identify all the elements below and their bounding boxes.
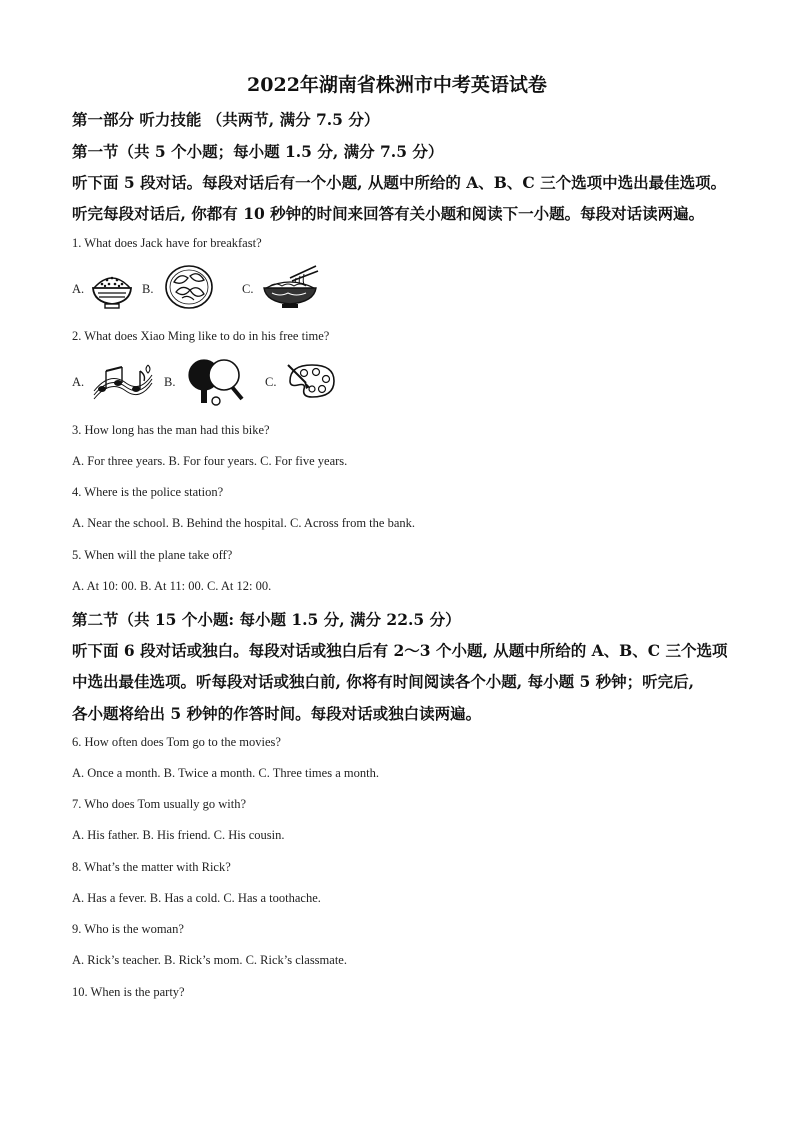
question-6-options: A. Once a month. B. Twice a month. C. Three times a month. bbox=[72, 766, 379, 780]
question-7-options: A. His father. B. His friend. C. His cousin. bbox=[72, 828, 285, 842]
part1-heading: 第一部分 听力技能 （共两节, 满分 7.5 分） bbox=[72, 110, 380, 129]
section1-instruction-line: 听下面 5 段对话。每段对话后有一个小题, 从题中所给的 A、B、C 三个选项中选出最佳选项。 bbox=[72, 173, 727, 192]
rice-bowl-icon bbox=[90, 270, 134, 310]
dumplings-plate-icon bbox=[164, 264, 214, 310]
question-9-options: A. Rick’s teacher. B. Rick’s mom. C. Rick’s classmate. bbox=[72, 953, 347, 967]
section2-instruction-line: 各小题将给出 5 秒钟的作答时间。每段对话或独白读两遍。 bbox=[72, 704, 482, 723]
question-2: 2. What does Xiao Ming like to do in his free time? bbox=[72, 329, 330, 343]
question-1: 1. What does Jack have for breakfast? bbox=[72, 236, 262, 250]
option-c-label: C. bbox=[265, 375, 277, 389]
option-c-label: C. bbox=[242, 282, 254, 296]
page-title: 2022年湖南省株洲市中考英语试卷 bbox=[247, 74, 547, 96]
paint-palette-icon bbox=[284, 361, 340, 401]
question-9: 9. Who is the woman? bbox=[72, 922, 184, 936]
question-6: 6. How often does Tom go to the movies? bbox=[72, 735, 281, 749]
option-a-label: A. bbox=[72, 375, 85, 389]
section2-heading: 第二节（共 15 个小题: 每小题 1.5 分, 满分 22.5 分） bbox=[72, 610, 461, 629]
question-5-options: A. At 10: 00. B. At 11: 00. C. At 12: 00. bbox=[72, 579, 272, 593]
question-3: 3. How long has the man had this bike? bbox=[72, 423, 270, 437]
question-3-options: A. For three years. B. For four years. C. For five years. bbox=[72, 454, 348, 468]
section2-instruction-line: 中选出最佳选项。听每段对话或独白前, 你将有时间阅读各个小题, 每小题 5 秒钟；听完后, bbox=[72, 672, 695, 691]
question-4-options: A. Near the school. B. Behind the hospital. C. Across from the bank. bbox=[72, 516, 415, 530]
option-b-label: B. bbox=[164, 375, 176, 389]
option-b-label: B. bbox=[142, 282, 154, 296]
question-8-options: A. Has a fever. B. Has a cold. C. Has a toothache. bbox=[72, 891, 321, 905]
question-8: 8. What’s the matter with Rick? bbox=[72, 860, 231, 874]
question-4: 4. Where is the police station? bbox=[72, 485, 224, 499]
section1-heading: 第一节（共 5 个小题；每小题 1.5 分, 满分 7.5 分） bbox=[72, 142, 444, 161]
ping-pong-paddles-icon bbox=[184, 357, 246, 407]
question-10: 10. When is the party? bbox=[72, 985, 185, 999]
option-a-label: A. bbox=[72, 282, 85, 296]
question-5: 5. When will the plane take off? bbox=[72, 548, 233, 562]
music-notes-icon bbox=[90, 361, 156, 403]
question-7: 7. Who does Tom usually go with? bbox=[72, 797, 246, 811]
section1-instruction-line: 听完每段对话后, 你都有 10 秒钟的时间来回答有关小题和阅读下一小题。每段对话读两遍。 bbox=[72, 204, 705, 223]
noodles-bowl-icon bbox=[260, 264, 320, 310]
section2-instruction-line: 听下面 6 段对话或独白。每段对话或独白后有 2～3 个小题, 从题中所给的 A、B、C 三个选项 bbox=[72, 641, 728, 660]
